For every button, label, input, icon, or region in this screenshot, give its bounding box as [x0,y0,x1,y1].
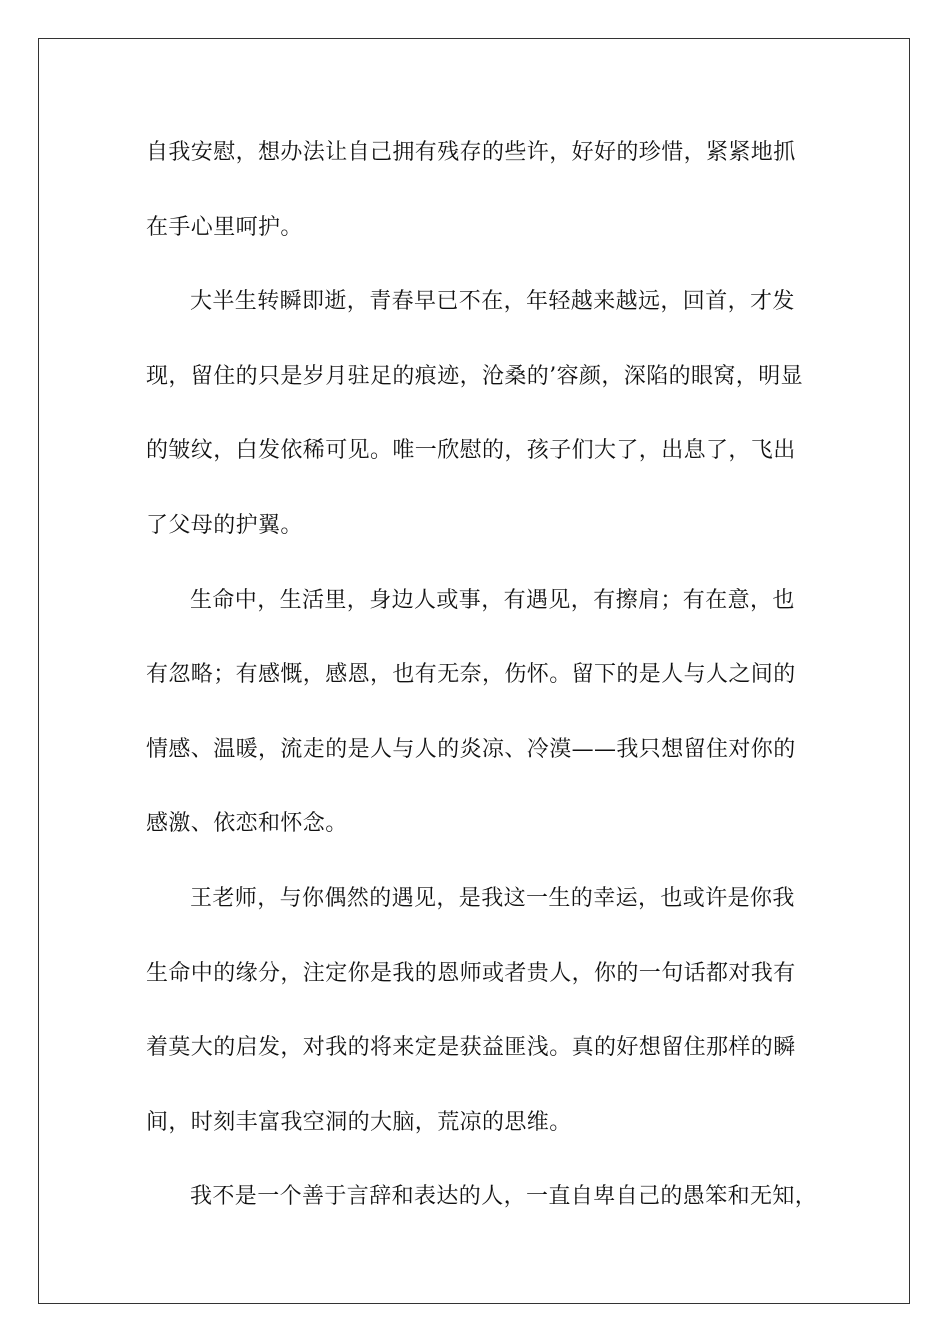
text-line: 的皱纹，白发依稀可见。唯一欣慰的，孩子们大了，出息了，飞出 [146,438,796,464]
paragraph-first-line: 生命中，生活里，身边人或事，有遇见，有擦肩；有在意，也 [190,587,795,613]
document-body [146,127,818,1246]
text-line: 有忽略；有感慨，感恩，也有无奈，伤怀。留下的是人与人之间的 [146,662,796,688]
text-line: 自我安慰，想办法让自己拥有残存的些许，好好的珍惜，紧紧地抓 [146,140,796,165]
paragraph-first-line: 我不是一个善于言辞和表达的人，一直自卑自己的愚笨和无知， [190,1184,818,1210]
text-line: 着莫大的启发，对我的将来定是获益匪浅。真的好想留住那样的瞬 [146,1035,796,1061]
paragraph-first-line: 王老师，与你偶然的遇见，是我这一生的幸运，也或许是你我 [190,885,795,911]
paragraph-first-line: 大半生转瞬即逝，青春早已不在，年轻越来越远，回首，才发 [190,289,795,315]
text-line: 生命中的缘分，注定你是我的恩师或者贵人，你的一句话都对我有 [146,960,796,986]
text-line: 现，留住的只是岁月驻足的痕迹，沧桑的’容颜，深陷的眼窝，明显 [146,363,803,389]
text-line: 了父母的护翼。 [146,512,303,538]
text-line: 在手心里呵护。 [146,214,303,240]
text-line: 情感、温暖，流走的是人与人的炎凉、冷漠——我只想留住对你的 [146,736,796,762]
text-line: 感激、依恋和怀念。 [146,811,348,837]
text-line: 间，时刻丰富我空洞的大脑，荒凉的思维。 [146,1109,572,1135]
